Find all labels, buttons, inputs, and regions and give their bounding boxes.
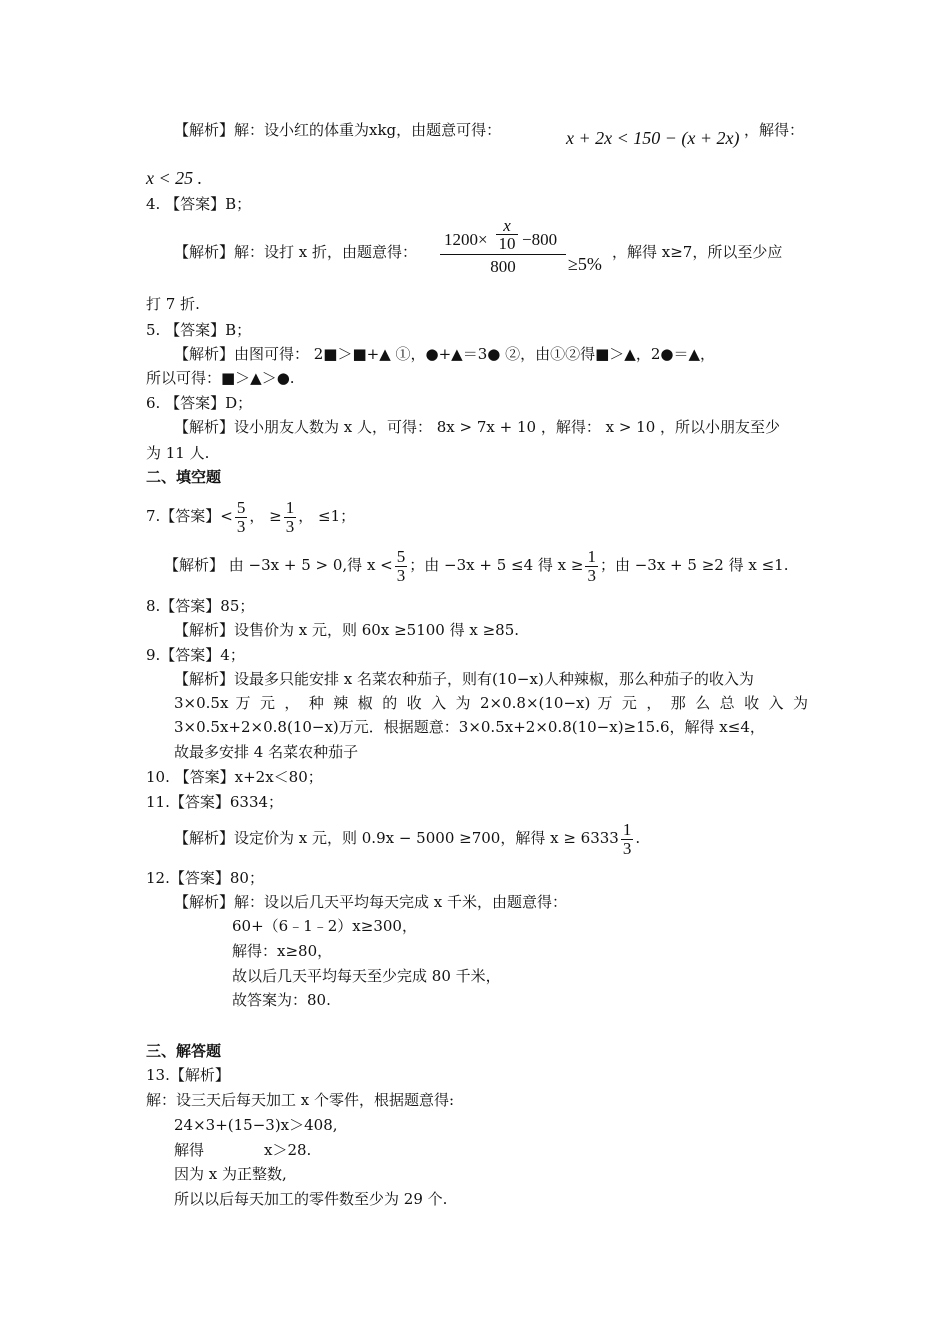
q7-jiexi-b: ；由 −3x + 5 ≤4 得 x ≥ <box>409 556 584 574</box>
q13-line4: 因为 x 为正整数, <box>174 1165 287 1183</box>
q5-cont: 所以可得：■＞▲＞●. <box>146 369 295 387</box>
q7-jiexi-a: 【解析】 由 −3x + 5 > 0,得 x < <box>164 556 393 574</box>
q11-jiexi <box>174 818 640 858</box>
q11-answer: 11.【答案】6334； <box>146 793 284 811</box>
q7-jiexi-fraction-2: $\frac{1}{3}$ <box>587 546 596 585</box>
q4-num-a: 1200× <box>444 230 488 249</box>
section-2-heading: 二、填空题 <box>146 468 222 486</box>
q7-answer-mid: ， ≥ <box>249 507 282 525</box>
q12-line2: 60+（6﹣1﹣2）x≥300， <box>232 917 417 935</box>
q13-header: 13.【解析】 <box>146 1066 230 1084</box>
q4-rhs: ≥5% <box>568 254 602 274</box>
q7-jiexi-c: ；由 −3x + 5 ≥2 得 x ≤1. <box>599 556 789 574</box>
q3-formula: x + 2x < 150 − (x + 2x) <box>566 128 740 148</box>
q4-num-b: −800 <box>522 230 558 249</box>
q7-answer <box>146 496 355 536</box>
q4-jiexi-text: 【解析】解：设打 x 折，由题意得： <box>174 243 417 261</box>
q12-line4: 故以后几天平均每天至少完成 80 千米， <box>232 967 501 985</box>
q9-line4: 故最多安排 4 名菜农种茄子 <box>174 743 359 761</box>
q9-line3: 3×0.5x+2×0.8(10−x)万元．根据题意：3×0.5x+2×0.8(10−x)≥15.6，解得 x≤4， <box>174 718 765 736</box>
q11-jiexi-post: . <box>635 829 641 847</box>
q4-num-x: x <box>496 218 518 235</box>
q8-answer: 8.【答案】85； <box>146 597 255 615</box>
q10-answer: 10. 【答案】x+2x＜80； <box>146 768 323 786</box>
q13-line1: 解：设三天后每天加工 x 个零件，根据题意得: <box>146 1091 455 1109</box>
q7-jiexi <box>164 545 788 585</box>
q13-line3: 解得 x＞28. <box>174 1141 312 1159</box>
q12-line5: 故答案为：80. <box>232 991 331 1009</box>
q3-jiexi-text: 【解析】解：设小红的体重为xkg，由题意可得： <box>174 121 502 139</box>
q5-answer: 5. 【答案】B； <box>146 321 252 339</box>
q6-jiexi: 【解析】设小朋友人数为 x 人，可得： 8x > 7x + 10 ，解得： x > 10 ，所以小朋友至少 <box>174 418 781 436</box>
q3-result: x < 25 . <box>146 168 203 188</box>
q11-fraction: $\frac{1}{3}$ <box>622 819 632 858</box>
q4-jiexi-post: ，解得 x≥7，所以至少应 <box>612 243 783 261</box>
q11-jiexi-pre: 【解析】设定价为 x 元，则 0.9x − 5000 ≥700，解得 x ≥ 6333 <box>174 829 619 847</box>
q7-fraction-1: $\frac{5}{3}$ <box>236 497 246 536</box>
q5-jiexi: 【解析】由图可得： 2■＞■+▲ ①，●+▲＝3● ②，由①②得■＞▲，2●＝▲， <box>174 345 715 363</box>
q12-line1: 【解析】解：设以后几天平均每天完成 x 千米，由题意得： <box>174 893 567 911</box>
q13-line2: 24×3+(15−3)x＞408, <box>174 1116 338 1134</box>
q7-jiexi-fraction-1: $\frac{5}{3}$ <box>396 546 406 585</box>
q12-answer: 12.【答案】80； <box>146 869 264 887</box>
q6-answer: 6. 【答案】D； <box>146 394 253 412</box>
q9-answer: 9.【答案】4； <box>146 646 245 664</box>
q6-cont: 为 11 人. <box>146 444 210 462</box>
q3-jiexi-post: ，解得： <box>744 121 805 139</box>
q9-line1: 【解析】设最多只能安排 x 名菜农种茄子，则有(10−x)人种辣椒，那么种茄子的收入为 <box>174 670 754 688</box>
q4-cont: 打 7 折. <box>146 295 200 313</box>
q9-line2: 3×0.5x 万 元 ， 种 辣 椒 的 收 入 为 2×0.8×(10−x) 万 元 ， 那 么 总 收 入 为 <box>174 694 808 712</box>
q4-answer: 4. 【答案】B； <box>146 195 252 213</box>
q7-answer-post: ， ≤1； <box>298 507 356 525</box>
q4-den: 800 <box>490 257 516 276</box>
q7-answer-pre: 7.【答案】< <box>146 507 233 525</box>
section-3-heading: 三、解答题 <box>146 1042 222 1060</box>
q8-jiexi: 【解析】设售价为 x 元，则 60x ≥5100 得 x ≥85. <box>174 621 520 639</box>
q12-line3: 解得：x≥80， <box>232 942 333 960</box>
q4-num-10: 10 <box>498 234 516 253</box>
q7-fraction-2: $\frac{1}{3}$ <box>285 497 295 536</box>
q4-fraction <box>440 218 566 279</box>
q13-line5: 所以以后每天加工的零件数至少为 29 个. <box>174 1190 448 1208</box>
